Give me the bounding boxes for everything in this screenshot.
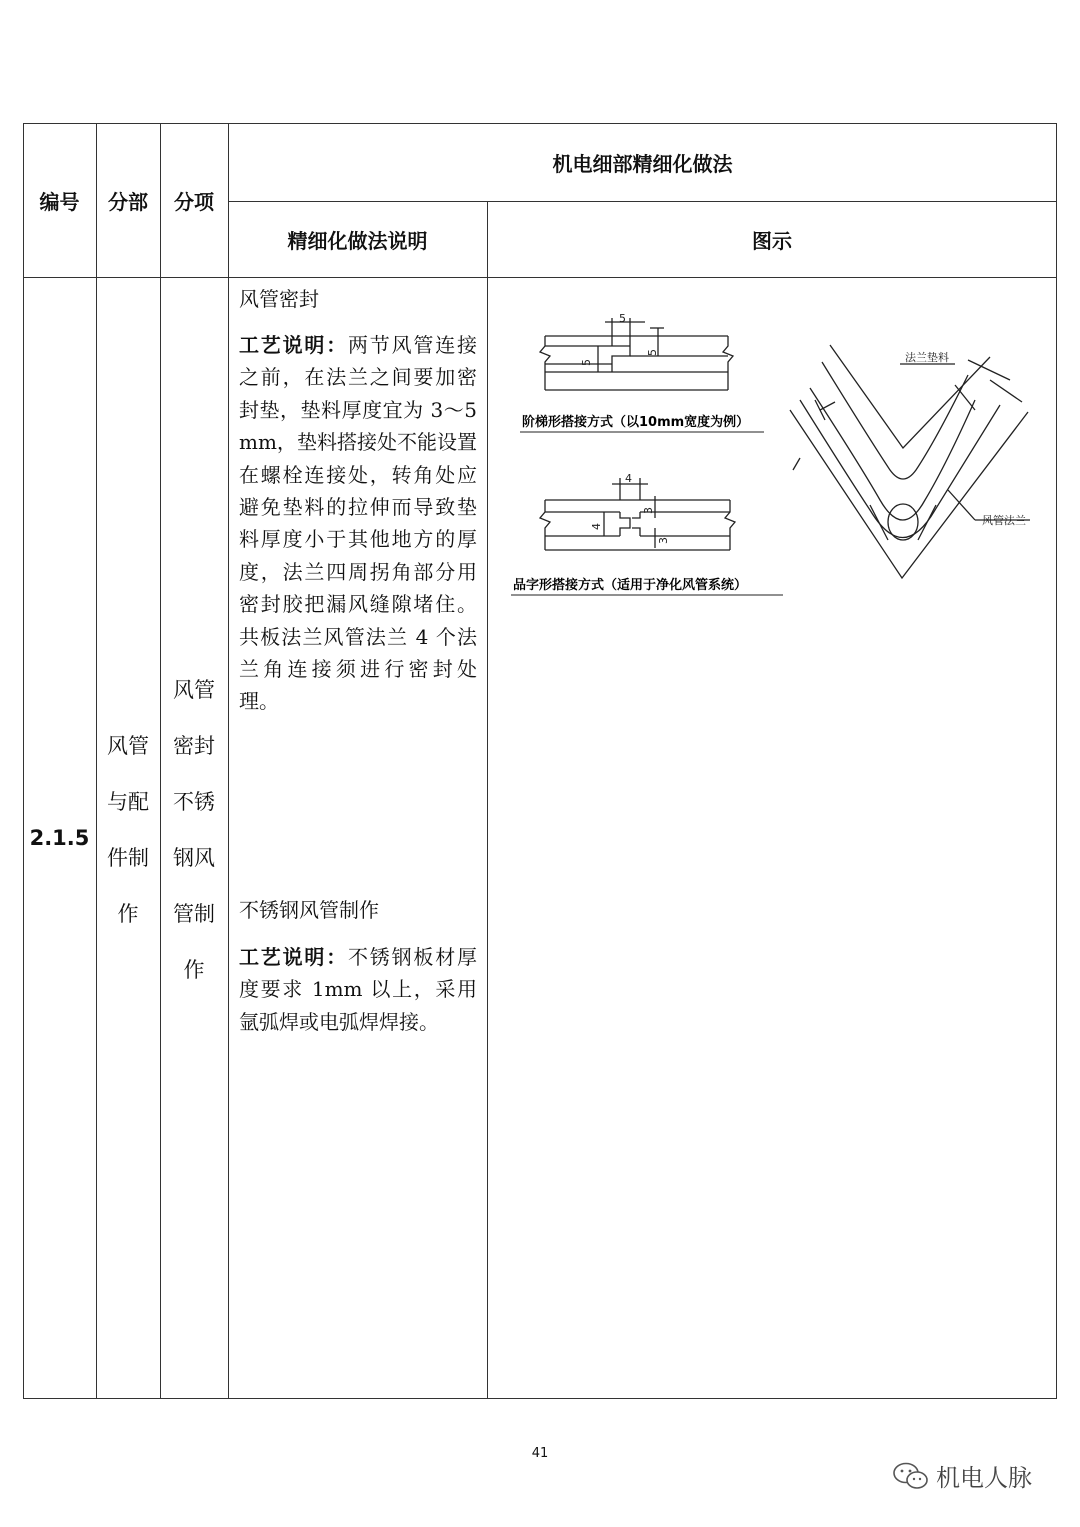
dimension-label: 5 — [580, 359, 593, 366]
item-line: 密封 — [173, 734, 215, 758]
dimension-label: 5 — [646, 349, 659, 356]
dimension-label: 3 — [657, 537, 670, 544]
header-group: 机电细部精细化做法 — [552, 151, 733, 176]
section-title: 不锈钢风管制作 — [239, 898, 379, 922]
watermark-text: 机电人脉 — [936, 1464, 1032, 1492]
stepped-joint-drawing — [540, 318, 733, 390]
header-item: 分项 — [174, 189, 214, 214]
section-title: 风管密封 — [239, 287, 319, 311]
item-line: 管制 — [173, 902, 215, 926]
paragraph-text: 不锈钢板材厚度要求 1mm 以上，采用氩弧焊或电弧焊焊接。 — [239, 945, 477, 1034]
section-paragraph — [239, 941, 477, 1038]
item-line: 风管 — [173, 678, 215, 702]
wechat-icon — [892, 1461, 930, 1491]
dimension-label: 3 — [642, 507, 655, 514]
row-divider — [23, 277, 1057, 278]
paragraph-text: 两节风管连接之前，在法兰之间要加密封垫，垫料厚度宜为 3～5mm，垫料搭接处不能设置在螺栓连接处，转角处应避免垫料的拉伸而导致垫料厚度小于其他地方的厚度，法兰四周拐角部分用密封胶把漏风缝隙堵住。共板法兰风管法兰 4 个法兰角连接须进行密封处理。 — [239, 333, 477, 714]
dimension-label: 4 — [625, 472, 632, 485]
division-text — [96, 718, 160, 942]
flange-label: 风管法兰 — [982, 514, 1026, 527]
page-number: 41 — [531, 1446, 549, 1461]
header-figure: 图示 — [752, 228, 792, 253]
item-line: 钢风 — [173, 846, 215, 870]
pin-joint-drawing — [540, 478, 735, 550]
fig1-caption: 阶梯形搭接方式（以10mm宽度为例） — [522, 415, 750, 430]
dimension-label: 4 — [590, 523, 603, 530]
col-divider — [487, 201, 488, 1399]
col-divider — [228, 123, 229, 1399]
paragraph-label: 工艺说明： — [239, 333, 348, 357]
header-division: 分部 — [108, 189, 148, 214]
division-line: 件制 — [107, 846, 149, 870]
fig2-caption: 品字形搭接方式（适用于净化风管系统） — [513, 578, 748, 593]
watermark — [892, 1458, 1032, 1493]
paragraph-label: 工艺说明： — [239, 945, 348, 969]
item-line: 不锈 — [173, 790, 215, 814]
division-line: 与配 — [107, 790, 149, 814]
division-line: 作 — [117, 902, 139, 926]
duct-diagrams — [500, 300, 1050, 600]
division-line: 风管 — [107, 734, 149, 758]
item-line: 作 — [183, 958, 205, 982]
corner-flange-drawing — [790, 345, 1030, 578]
item-text — [160, 662, 228, 998]
gasket-label: 法兰垫料 — [905, 351, 949, 364]
dimension-label: 5 — [619, 312, 626, 325]
header-id: 编号 — [39, 189, 80, 214]
section-paragraph — [239, 329, 477, 718]
header-description: 精细化做法说明 — [287, 228, 428, 253]
row-id: 2.1.5 — [29, 826, 90, 850]
